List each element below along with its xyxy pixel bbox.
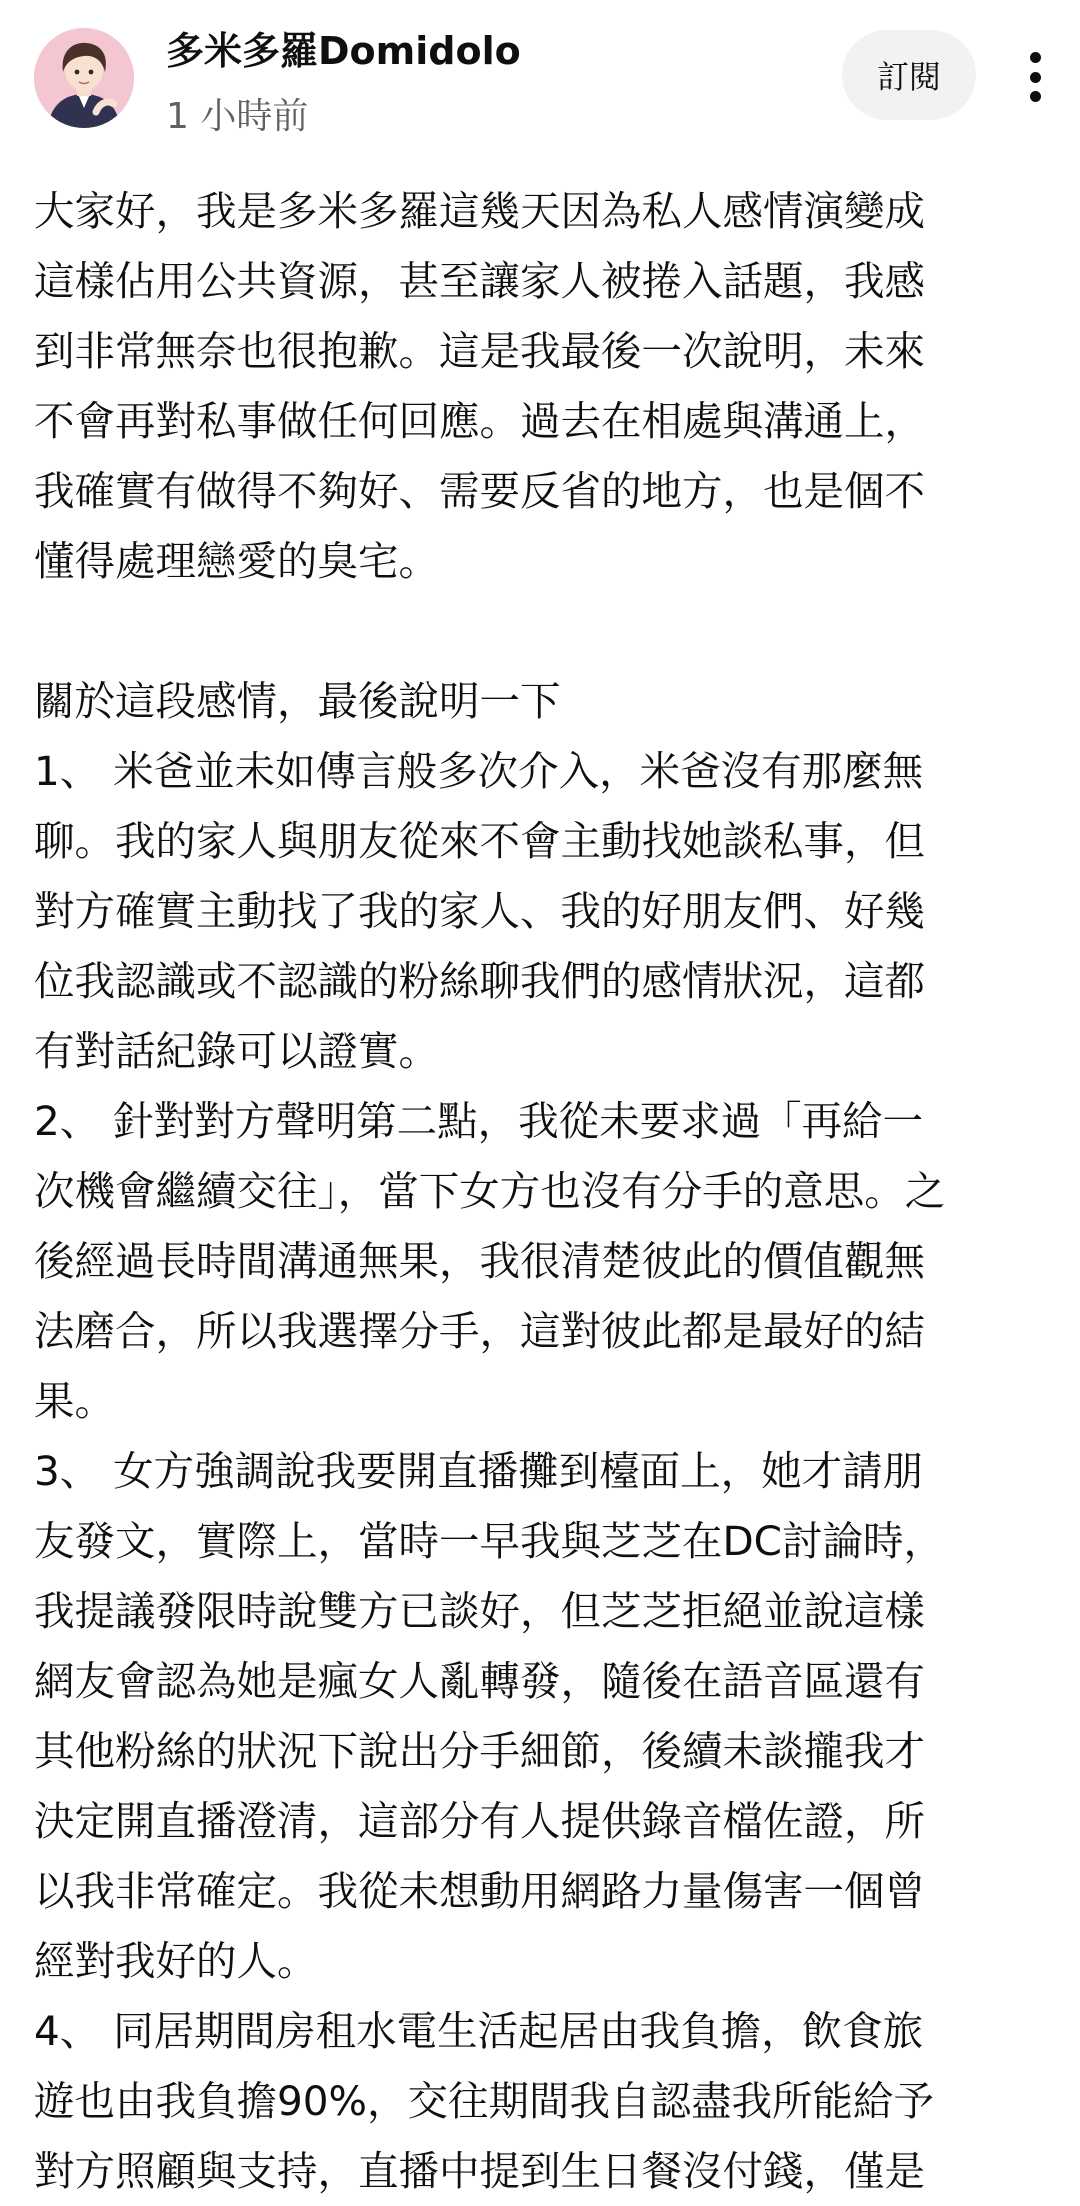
text-line: 這樣佔用公共資源，甚至讓家人被捲入話題，我感 (34, 257, 925, 305)
text-line: 我確實有做得不夠好、需要反省的地方，也是個不 (34, 467, 925, 515)
text-line: 大家好，我是多米多羅這幾天因為私人感情演變成 (34, 187, 925, 235)
text-line: 經對我好的人。 (34, 1937, 318, 1985)
author-name[interactable]: 多米多羅Domidolo (166, 29, 521, 73)
text-line: 4、 同居期間房租水電生活起居由我負擔，飲食旅 (34, 2007, 924, 2055)
text-line: 對方照顧與支持，直播中提到生日餐沒付錢，僅是 (34, 2147, 925, 2195)
text-line: 聊。我的家人與朋友從來不會主動找她談私事，但 (34, 817, 925, 865)
text-line: 位我認識或不認識的粉絲聊我們的感情狀況，這都 (34, 957, 925, 1005)
text-line: 不會再對私事做任何回應。過去在相處與溝通上， (34, 397, 925, 445)
text-line: 友發文，實際上，當時一早我與芝芝在DC討論時， (34, 1517, 944, 1565)
text-line: 關於這段感情，最後說明一下 (34, 677, 561, 725)
more-vert-icon[interactable] (1020, 52, 1050, 102)
text-line: 法磨合，所以我選擇分手，這對彼此都是最好的結 (34, 1307, 925, 1355)
text-line: 有對話紀錄可以證實。 (34, 1027, 439, 1075)
text-line: 3、 女方強調說我要開直播攤到檯面上，她才請朋 (34, 1447, 924, 1495)
avatar[interactable] (34, 28, 134, 128)
text-line: 其他粉絲的狀況下說出分手細節，後續未談攏我才 (34, 1727, 925, 1775)
more-dot (1030, 72, 1041, 83)
post-header (0, 0, 1080, 150)
text-line: 到非常無奈也很抱歉。這是我最後一次說明，未來 (34, 327, 925, 375)
text-line: 我提議發限時說雙方已談好，但芝芝拒絕並說這樣 (34, 1587, 925, 1635)
text-line: 對方確實主動找了我的家人、我的好朋友們、好幾 (34, 887, 925, 935)
more-dot (1030, 52, 1041, 63)
text-line: 決定開直播澄清，這部分有人提供錄音檔佐證，所 (34, 1797, 925, 1845)
text-line: 次機會繼續交往」，當下女方也沒有分手的意思。之 (34, 1167, 946, 1215)
avatar-illustration-icon (34, 28, 134, 128)
subscribe-button[interactable]: 訂閱 (842, 30, 976, 120)
text-line: 遊也由我負擔90%，交往期間我自認盡我所能給予 (34, 2077, 935, 2125)
paragraph-intro (34, 176, 1044, 596)
post-body (34, 176, 1044, 2206)
more-dot (1030, 91, 1041, 102)
text-line: 2、 針對對方聲明第二點，我從未要求過「再給一 (34, 1097, 924, 1145)
text-line: 後經過長時間溝通無果，我很清楚彼此的價值觀無 (34, 1237, 925, 1285)
text-line: 果。 (34, 1377, 115, 1425)
text-line: 懂得處理戀愛的臭宅。 (34, 537, 439, 585)
post-timestamp: 1 小時前 (166, 96, 309, 137)
text-line: 網友會認為她是瘋女人亂轉發，隨後在語音區還有 (34, 1657, 925, 1705)
paragraph-details (34, 666, 1044, 2206)
text-line: 1、 米爸並未如傳言般多次介入，米爸沒有那麼無 (34, 747, 924, 795)
text-line: 以我非常確定。我從未想動用網路力量傷害一個曾 (34, 1867, 925, 1915)
